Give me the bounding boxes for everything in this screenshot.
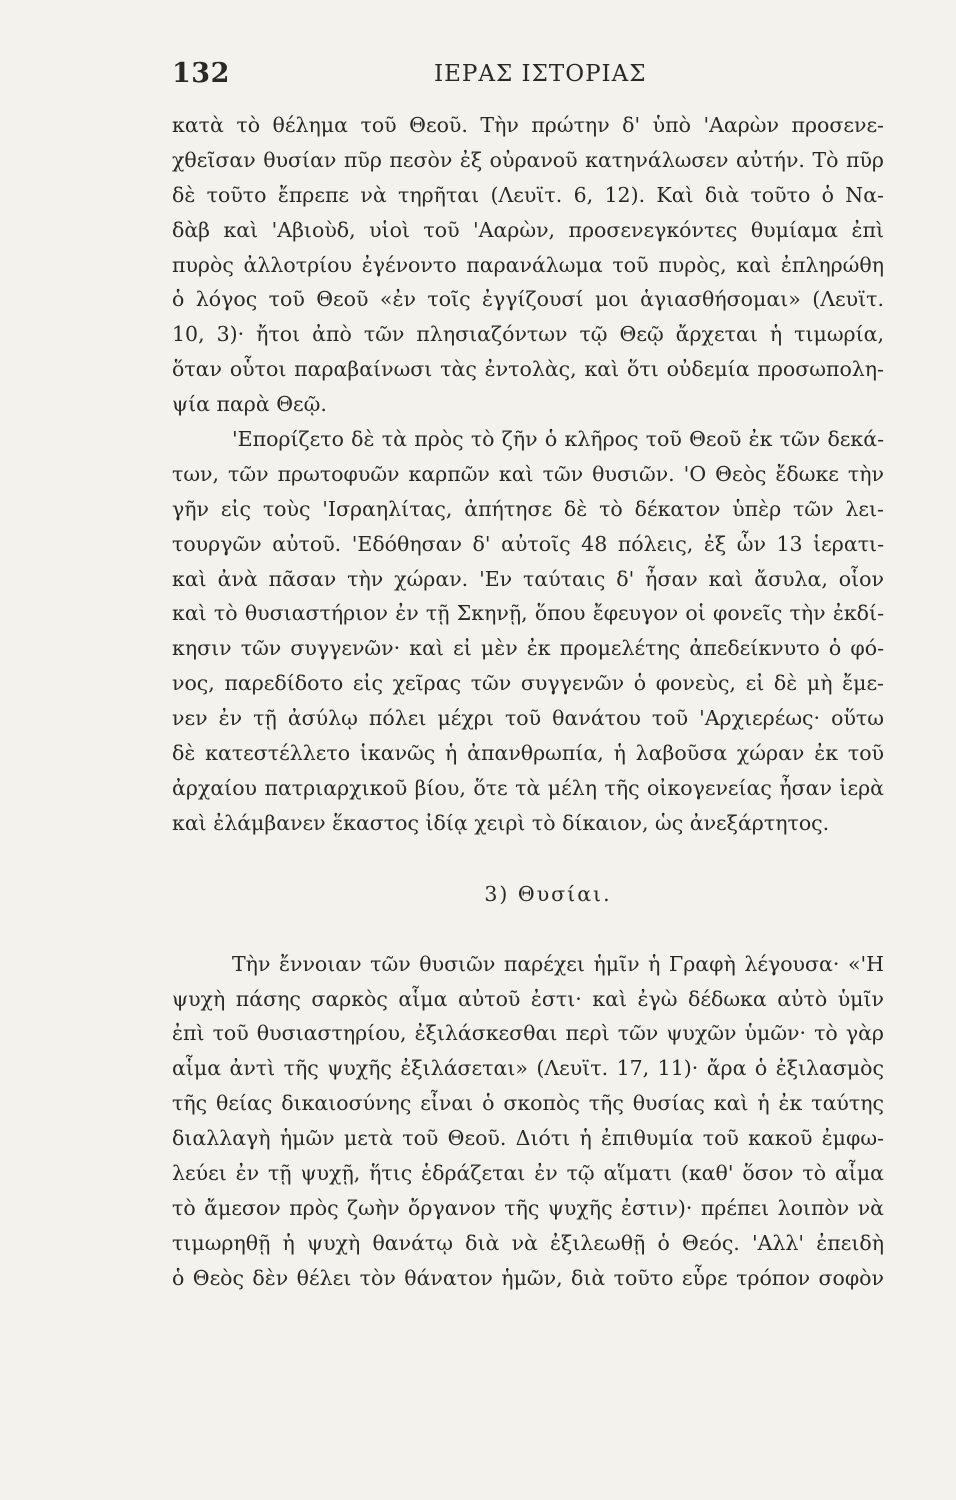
text-line: Τὴν ἔννοιαν τῶν θυσιῶν παρέχει ἡμῖν ἡ Γραφὴ λέγουσα· «'Η bbox=[232, 951, 884, 976]
text-line: διαλλαγὴ ἡμῶν μετὰ τοῦ Θεοῦ. Διότι ἡ ἐπιθυμία τοῦ κακοῦ ἐμφω- bbox=[172, 1126, 884, 1151]
running-head: ΙΕΡΑΣ ΙΣΤΟΡΙΑΣ bbox=[434, 61, 647, 87]
body-text bbox=[172, 108, 884, 1296]
text-line: νεν ἐν τῇ ἀσύλῳ πόλει μέχρι τοῦ θανάτου τοῦ 'Αρχιερέως· οὕτω bbox=[172, 706, 884, 731]
text-line: κατὰ τὸ θέλημα τοῦ Θεοῦ. Τὴν πρώτην δ' ὑπὸ 'Ααρὼν προσενε- bbox=[172, 113, 884, 137]
text-line: τὸ ἄμεσον πρὸς ζωὴν ὄργανον τῆς ψυχῆς ἐστιν)· πρέπει λοιπὸν νὰ bbox=[172, 1195, 884, 1220]
text-line: δὰβ καὶ 'Αβιοὺδ, υἱοὶ τοῦ 'Ααρὼν, προσενεγκόντες θυμίαμα ἐπὶ bbox=[172, 217, 884, 242]
text-line: τιμωρηθῇ ἡ ψυχὴ θανάτῳ διὰ νὰ ἐξιλεωθῇ ὁ Θεός. 'Αλλ' ἐπειδὴ bbox=[172, 1230, 884, 1255]
text-line: καὶ ἀνὰ πᾶσαν τὴν χώραν. 'Εν ταύταις δ' ἦσαν καὶ ἄσυλα, οἷον bbox=[172, 566, 884, 591]
text-line: καὶ τὸ θυσιαστήριον ἐν τῇ Σκηνῇ, ὅπου ἔφευγον οἱ φονεῖς τὴν ἐκδί- bbox=[172, 601, 884, 626]
text-line: δὲ τοῦτο ἔπρεπε νὰ τηρῆται (Λευϊτ. 6, 12). Καὶ διὰ τοῦτο ὁ Να- bbox=[172, 182, 884, 207]
paragraph bbox=[172, 422, 884, 841]
text-line: πυρὸς ἀλλοτρίου ἐγένοντο παρανάλωμα τοῦ πυρὸς, καὶ ἐπληρώθη bbox=[172, 252, 884, 277]
text-line: τουργῶν αὐτοῦ. 'Εδόθησαν δ' αὐτοῖς 48 πόλεις, ἐξ ὧν 13 ἱερατι- bbox=[172, 531, 884, 556]
text-line: ὁ Θεὸς δὲν θέλει τὸν θάνατον ἡμῶν, διὰ τοῦτο εὗρε τρόπον σοφὸν bbox=[172, 1265, 884, 1290]
text-line: κησιν τῶν συγγενῶν· καὶ εἰ μὲν ἐκ προμελέτης ἀπεδείκνυτο ὁ φό- bbox=[172, 636, 884, 661]
text-line: ὁ λόγος τοῦ Θεοῦ «ἐν τοῖς ἐγγίζουσί μοι ἁγιασθήσομαι» (Λευϊτ. bbox=[172, 287, 884, 312]
text-line: ψυχὴ πάσης σαρκὸς αἷμα αὐτοῦ ἐστι· καὶ ἐγὼ δέδωκα αὐτὸ ὑμῖν bbox=[172, 986, 884, 1011]
page-number: 132 bbox=[172, 58, 230, 89]
paragraph bbox=[172, 108, 884, 422]
text-line: λεύει ἐν τῇ ψυχῇ, ἥτις ἑδράζεται ἐν τῷ αἵματι (καθ' ὅσον τὸ αἷμα bbox=[172, 1161, 884, 1186]
page-header bbox=[172, 58, 882, 98]
text-line: τῆς θείας δικαιοσύνης εἶναι ὁ σκοπὸς τῆς θυσίας καὶ ἡ ἐκ ταύτης bbox=[172, 1091, 884, 1116]
text-line: ἐπὶ τοῦ θυσιαστηρίου, ἐξιλάσκεσθαι περὶ τῶν ψυχῶν ὑμῶν· τὸ γὰρ bbox=[172, 1021, 884, 1046]
text-line: αἷμα ἀντὶ τῆς ψυχῆς ἐξιλάσεται» (Λευϊτ. 17, 11)· ἄρα ὁ ἐξιλασμὸς bbox=[172, 1056, 884, 1081]
text-line: των, τῶν πρωτοφυῶν καρπῶν καὶ τῶν θυσιῶν. 'Ο Θεὸς ἔδωκε τὴν bbox=[172, 461, 884, 486]
text-line: ὅταν οὗτοι παραβαίνωσι τὰς ἐντολὰς, καὶ ὅτι οὐδεμία προσωπολη- bbox=[172, 357, 884, 382]
text-line: δὲ κατεστέλλετο ἱκανῶς ἡ ἀπανθρωπία, ἡ λαβοῦσα χώραν ἐκ τοῦ bbox=[172, 741, 884, 766]
text-line: ψία παρὰ Θεῷ. bbox=[172, 392, 327, 417]
text-line: ἀρχαίου πατριαρχικοῦ βίου, ὅτε τὰ μέλη τῆς οἰκογενείας ἦσαν ἱερὰ bbox=[172, 775, 884, 800]
text-line: 10, 3)· ἤτοι ἀπὸ τῶν πλησιαζόντων τῷ Θεῷ ἄρχεται ἡ τιμωρία, bbox=[172, 322, 884, 347]
text-line: χθεῖσαν θυσίαν πῦρ πεσὸν ἐξ οὐρανοῦ κατηνάλωσεν αὐτήν. Τὸ πῦρ bbox=[172, 147, 884, 172]
text-line: καὶ ἐλάμβανεν ἕκαστος ἰδίᾳ χειρὶ τὸ δίκαιον, ὡς ἀνεξάρτητος. bbox=[172, 810, 830, 835]
paragraph bbox=[172, 947, 884, 1296]
text-line: γῆν εἰς τοὺς 'Ισραηλίτας, ἀπήτησε δὲ τὸ δέκατον ὑπὲρ τῶν λει- bbox=[172, 496, 884, 521]
text-line: 'Επορίζετο δὲ τὰ πρὸς τὸ ζῆν ὁ κλῆρος τοῦ Θεοῦ ἐκ τῶν δεκά- bbox=[232, 427, 884, 452]
section-heading: 3) Θυσίαι. bbox=[484, 881, 612, 906]
text-line: νος, παρεδίδοτο εἰς χεῖρας τῶν συγγενῶν ὁ φονεὺς, εἰ δὲ μὴ ἔμε- bbox=[172, 671, 884, 696]
